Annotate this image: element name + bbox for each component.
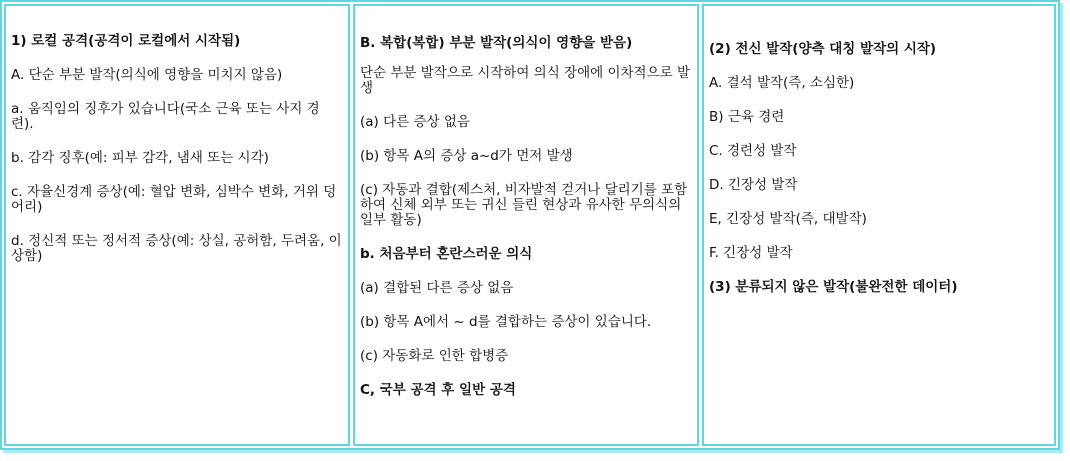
text-line: (c) 자동과 결합(제스처, 비자발적 걷거나 달리기를 포함하여 신체 외부 또는 귀신 들린 현상과 유사한 무의식의 일부 활동): [360, 182, 688, 228]
column-complex-seizures: [353, 4, 699, 446]
text-line: A. 단순 부분 발작(의식에 영향을 미치지 않음): [11, 67, 283, 83]
text-line: B) 근육 경련: [709, 109, 785, 125]
heading-complex-partial: B. 복합(복합) 부분 발작(의식이 영향을 받음): [360, 35, 633, 51]
text-line: D. 긴장성 발작: [709, 177, 798, 193]
heading-generalized: (2) 전신 발작(양측 대칭 발작의 시작): [709, 41, 937, 57]
column-local-seizures: [4, 4, 350, 446]
text-line: F. 긴장성 발작: [709, 245, 793, 261]
heading-confused-consciousness: b. 처음부터 혼란스러운 의식: [360, 246, 533, 262]
text-line: (b) 항목 A에서 ~ d를 결합하는 증상이 있습니다.: [360, 314, 652, 330]
text-line: (a) 다른 증상 없음: [360, 114, 470, 130]
text-line: (a) 결합된 다른 증상 없음: [360, 280, 514, 296]
text-line: C. 경련성 발작: [709, 143, 797, 159]
text-line: d. 정신적 또는 정서적 증상(예: 상실, 공허함, 두려움, 이상함): [11, 233, 342, 264]
text-line: b. 감각 징후(예: 피부 감각, 냄새 또는 시각): [11, 150, 269, 166]
heading-local-attack: 1) 로컬 공격(공격이 로컬에서 시작됨): [11, 33, 241, 49]
text-line: c. 자율신경계 증상(예: 혈압 변화, 심박수 변화, 거위 덩어리): [11, 184, 337, 215]
text-line: A. 결석 발작(즉, 소심한): [709, 75, 855, 91]
heading-unclassified: (3) 분류되지 않은 발작(불완전한 데이터): [709, 279, 958, 295]
text-line: (b) 항목 A의 증상 a~d가 먼저 발생: [360, 148, 573, 164]
heading-general-attack: C, 국부 공격 후 일반 공격: [360, 382, 516, 398]
text-line: 단순 부분 발작으로 시작하여 의식 장애에 이차적으로 발생: [360, 65, 690, 96]
text-line: a. 움직임의 징후가 있습니다(국소 근육 또는 사지 경련).: [11, 101, 320, 132]
column-generalized-seizures: [702, 4, 1056, 446]
text-line: E, 긴장성 발작(즉, 대발작): [709, 211, 867, 227]
text-line: (c) 자동화로 인한 합병증: [360, 348, 509, 364]
